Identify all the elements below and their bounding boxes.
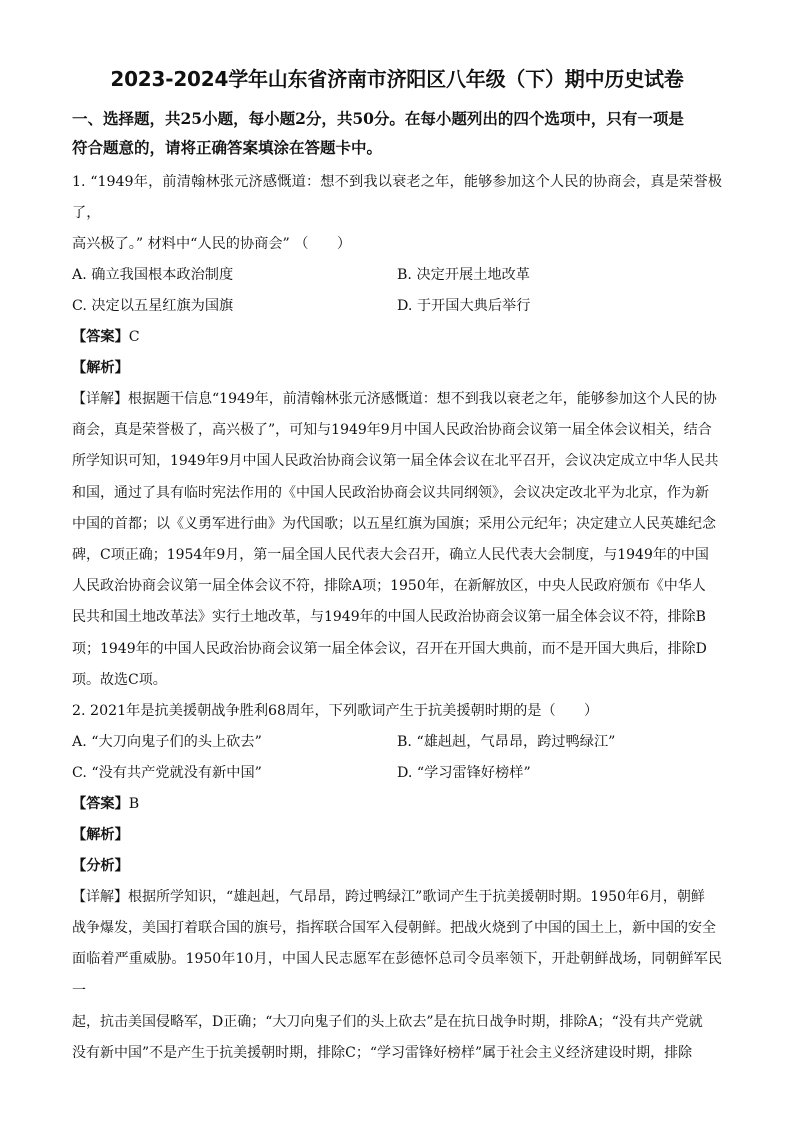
section-heading <box>72 104 722 162</box>
analysis-label: 【解析】 <box>72 360 129 376</box>
detail-line: 人民政治协商会议第一届全体会议不符，排除A项；1950年，在新解放区，中央人民政府颁布《中华人 <box>72 578 706 595</box>
answer-label: 【答案】 <box>72 329 129 345</box>
question-2 <box>72 696 722 1069</box>
detail-line: 和国，通过了具有临时宪法作用的《中国人民政治协商会议共同纲领》，会议决定改北平为北京，作为新 <box>72 484 709 501</box>
detail-line: 【详解】根据所学知识，“雄赳赳，气昂昂，跨过鸭绿江”歌词产生于抗美援朝时期。1950年6月，朝鲜 <box>72 889 705 906</box>
question-1 <box>72 167 722 696</box>
exam-title: 2023-2024学年山东省济南市济阳区八年级（下）期中历史试卷 <box>110 67 684 91</box>
detail-line: 民共和国土地改革法》实行土地改革，与1949年的中国人民政治协商会议第一届全体会议不符，排除B <box>72 609 706 626</box>
detail-line: 中国的首都；以《义勇军进行曲》为代国歌；以五星红旗为国旗；采用公元纪年；决定建立人民英雄纪念 <box>72 515 716 532</box>
answer-value: B <box>128 796 140 813</box>
answer-row <box>72 322 722 353</box>
question-1-options <box>72 260 722 322</box>
question-2-detail <box>72 882 722 1069</box>
section-heading-line-1: 一、选择题，共25小题，每小题2分，共50分。在每小题列出的四个选项中，只有一项是 <box>72 109 684 128</box>
detail-line: 【详解】根据题干信息“1949年，前清翰林张元济感慨道：想不到我以衰老之年，能够参加这个人民的协 <box>72 391 717 407</box>
question-1-stem-line-1: 1. “1949年，前清翰林张元济感慨道：想不到我以衰老之年，能够参加这个人民的协商会，真是荣誉极了， <box>72 174 722 221</box>
option-b: B. 决定开展土地改革 <box>397 267 530 283</box>
option-a: A. 确立我国根本政治制度 <box>72 267 234 283</box>
question-2-options <box>72 727 722 789</box>
question-2-stem-line-1: 2. 2021年是抗美援朝战争胜利68周年，下列歌词产生于抗美援朝时期的是（ ） <box>72 703 599 720</box>
option-c: C. 决定以五星红旗为国旗 <box>72 298 234 314</box>
detail-line: 碑，C项正确；1954年9月，第一届全国人民代表大会召开，确立人民代表大会制度，与1949年的中国 <box>72 547 709 564</box>
answer-value: C <box>128 329 140 345</box>
detail-line: 面临着严重威胁。1950年10月，中国人民志愿军在彭德怀总司令员率领下，开赴朝鲜战场，同朝鲜军民一 <box>72 951 722 999</box>
section-heading-line-2: 符合题意的，请将正确答案填涂在答题卡中。 <box>72 138 383 157</box>
breakdown-label: 【分析】 <box>72 858 129 875</box>
option-d: D. “学习雷锋好榜样” <box>397 765 531 782</box>
option-b: B. “雄赳赳，气昂昂，跨过鸭绿江” <box>397 734 616 751</box>
option-d: D. 于开国大典后举行 <box>397 298 531 314</box>
detail-line: 商会，真是荣誉极了，高兴极了”，可知与1949年9月中国人民政治协商会议第一届全体会议相关，结合 <box>72 422 712 439</box>
detail-line: 项。故选C项。 <box>72 671 167 688</box>
option-a: A. “大刀向鬼子们的头上砍去” <box>72 734 262 751</box>
detail-line: 起，抗击美国侵略军，D正确；“大刀向鬼子们的头上砍去”是在抗日战争时期，排除A；“没有共产党就 <box>72 1013 703 1030</box>
answer-label: 【答案】 <box>72 796 129 813</box>
option-c: C. “没有共产党就没有新中国” <box>72 765 262 782</box>
detail-line: 战争爆发，美国打着联合国的旗号，指挥联合国军入侵朝鲜。把战火烧到了中国的国土上，新中国的安全 <box>72 920 716 937</box>
question-1-detail <box>72 384 722 696</box>
exam-page <box>72 64 722 1069</box>
question-1-stem-line-2: 高兴极了。” 材料中“人民的协商会” （ ） <box>72 236 352 252</box>
detail-line: 没有新中国”不是产生于抗美援朝时期，排除C；“学习雷锋好榜样”属于社会主义经济建设时期，排除 <box>72 1045 693 1062</box>
analysis-label: 【解析】 <box>72 827 129 844</box>
detail-line: 项；1949年的中国人民政治协商会议第一届全体会议，召开在开国大典前，而不是开国大典后，排除D <box>72 640 707 657</box>
answer-row <box>72 789 722 820</box>
detail-line: 所学知识可知，1949年9月中国人民政治协商会议第一届全体会议在北平召开，会议决定成立中华人民共 <box>72 453 719 470</box>
